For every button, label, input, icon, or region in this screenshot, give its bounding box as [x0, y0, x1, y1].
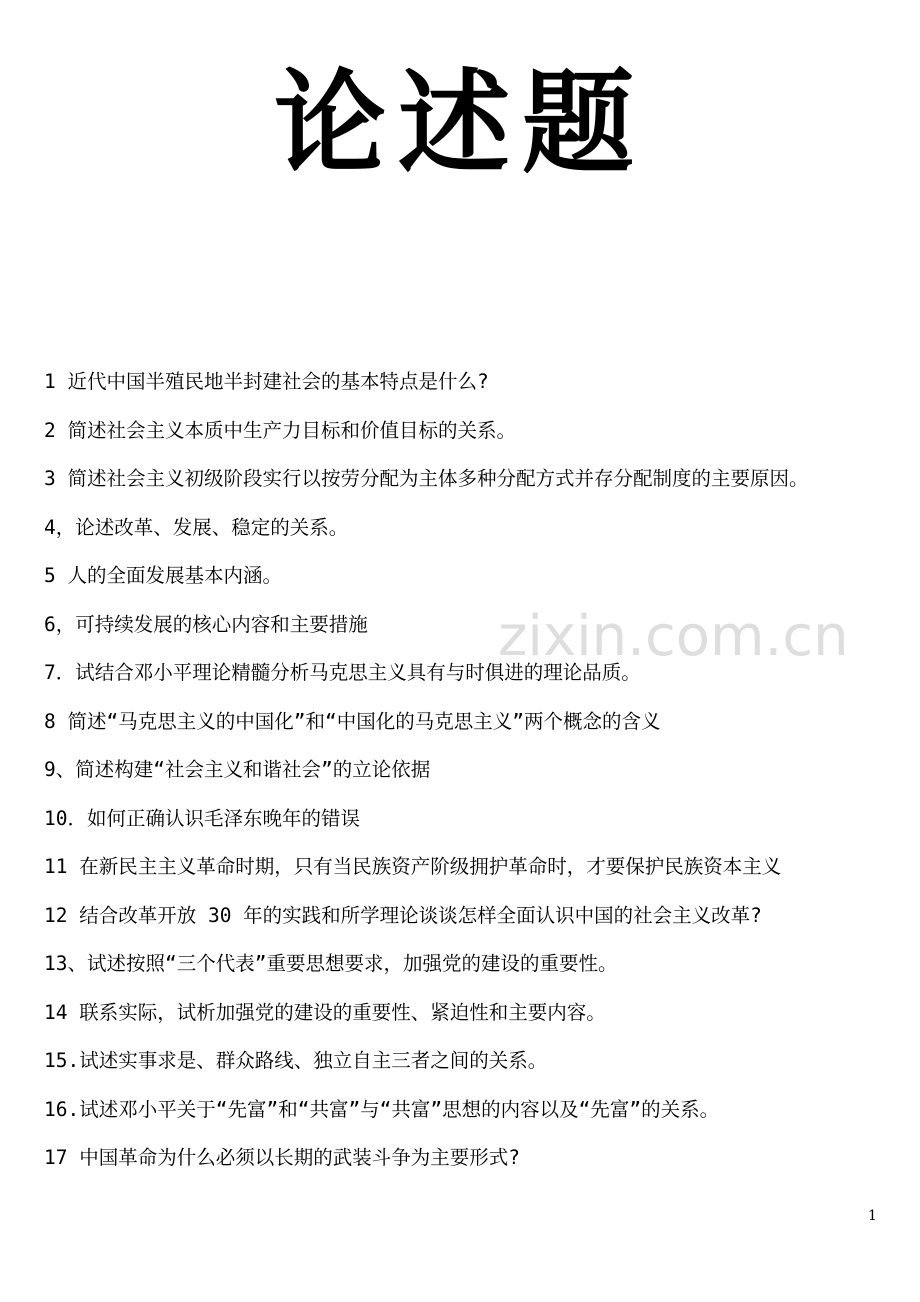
question-item: 12 结合改革开放 30 年的实践和所学理论谈谈怎样全面认识中国的社会主义改革?: [44, 903, 762, 927]
question-item: 9、简述构建“社会主义和谐社会”的立论依据: [44, 758, 431, 781]
question-item: 5 人的全面发展基本内涵。: [44, 564, 282, 587]
question-item: 15.试述实事求是、群众路线、独立自主三者之间的关系。: [44, 1049, 548, 1072]
question-item: 7．试结合邓小平理论精髓分析马克思主义具有与时俱进的理论品质。: [44, 661, 641, 684]
question-item: 17 中国革命为什么必须以长期的武装斗争为主要形式?: [44, 1146, 520, 1169]
question-item: 13、试述按照“三个代表”重要思想要求，加强党的建设的重要性。: [44, 952, 618, 975]
document-title: 论述题: [274, 58, 646, 189]
question-item: 11 在新民主主义革命时期，只有当民族资产阶级拥护革命时，才要保护民族资本主义: [44, 855, 782, 878]
question-item: 3 简述社会主义初级阶段实行以按劳分配为主体多种分配方式并存分配制度的主要原因。: [44, 467, 809, 490]
question-item: 14 联系实际，试析加强党的建设的重要性、紧迫性和主要内容。: [44, 1000, 606, 1024]
question-item: 1 近代中国半殖民地半封建社会的基本特点是什么?: [44, 370, 489, 393]
question-item: 4，论述改革、发展、稳定的关系。: [44, 515, 349, 539]
question-item: 10．如何正确认识毛泽东晚年的错误: [44, 806, 360, 830]
question-item: 16.试述邓小平关于“先富”和“共富”与“共富”思想的内容以及“先富”的关系。: [44, 1097, 720, 1121]
question-list: [44, 366, 904, 1191]
page-number: 1: [868, 1208, 877, 1224]
watermark: zixin.com.cn: [498, 604, 849, 669]
question-item: 6，可持续发展的核心内容和主要措施: [44, 612, 368, 636]
question-item: 8 简述“马克思主义的中国化”和“中国化的马克思主义”两个概念的含义: [44, 709, 661, 733]
question-item: 2 简述社会主义本质中生产力目标和价值目标的关系。: [44, 418, 516, 442]
